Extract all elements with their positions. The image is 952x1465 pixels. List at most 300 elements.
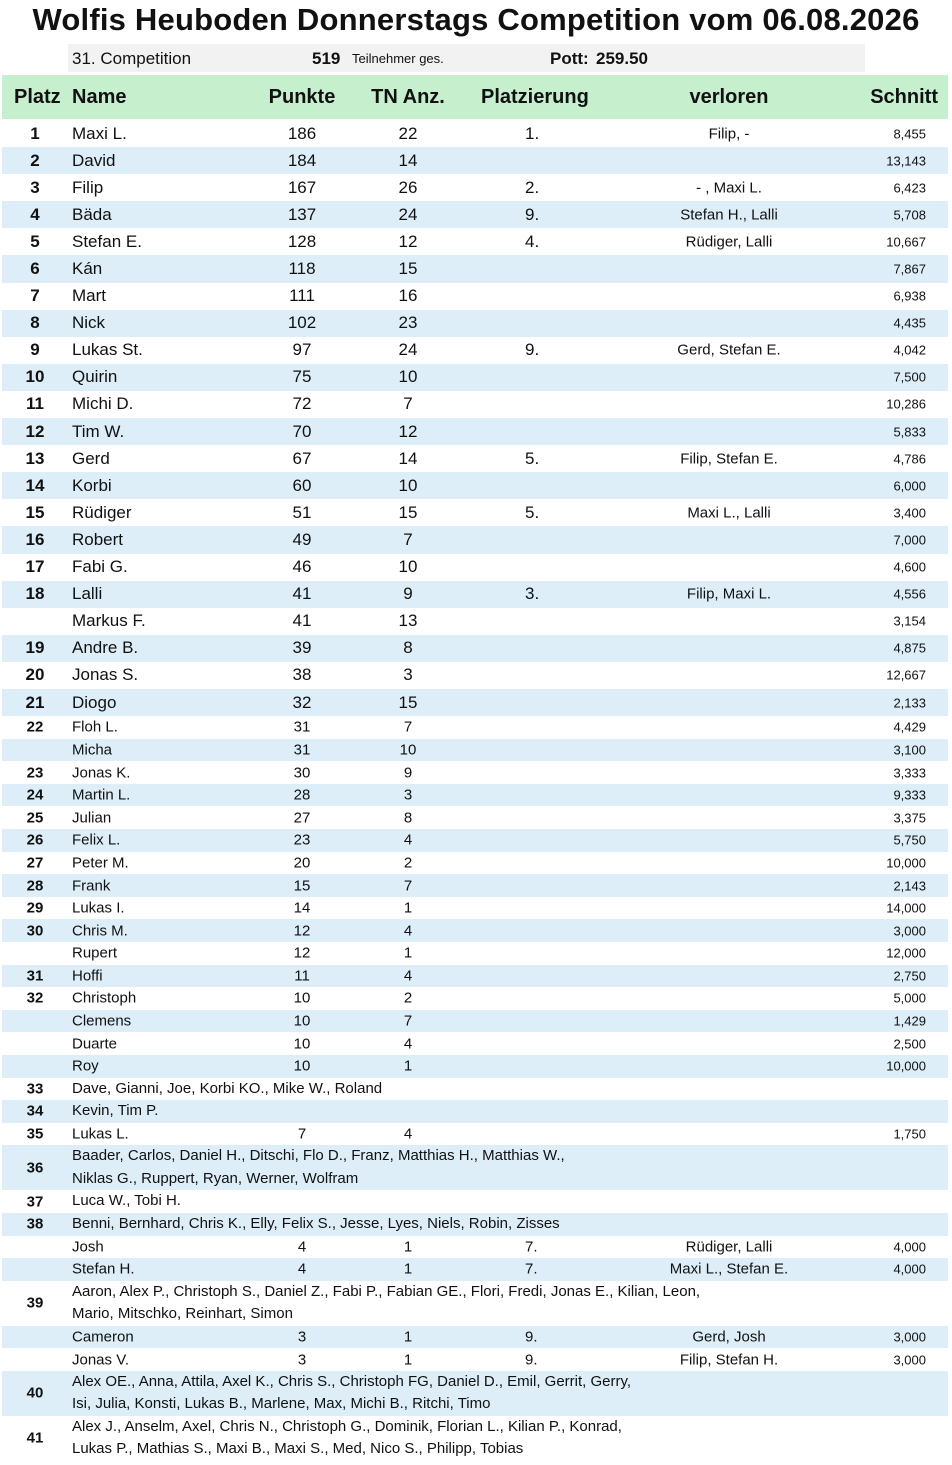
names-line: Dave, Gianni, Joe, Korbi KO., Mike W., Roland (72, 1079, 383, 1097)
cell-name: Christoph (72, 989, 137, 1007)
cell-platz: 7 (30, 286, 40, 306)
pot-value: 259.50 (596, 49, 648, 68)
results-table-body (2, 120, 948, 1461)
cell-tn-anz: 7 (403, 718, 413, 736)
cell-punkte: 70 (292, 421, 312, 441)
cell-platzierung: 9. (525, 204, 540, 224)
cell-names (72, 1416, 932, 1461)
table-row (2, 364, 948, 391)
table-row (2, 1032, 948, 1055)
cell-platz: 19 (25, 638, 45, 658)
table-row (2, 1326, 948, 1349)
cell-name: Robert (72, 529, 124, 549)
header-platz: Platz (14, 86, 61, 108)
table-row (2, 919, 948, 942)
table-row (2, 608, 948, 635)
cell-verloren: Gerd, Stefan E. (677, 341, 781, 359)
table-row (2, 761, 948, 784)
cell-name: Jonas K. (72, 764, 131, 782)
cell-verloren: Maxi L., Lalli (687, 504, 771, 522)
cell-tn-anz: 4 (403, 831, 413, 849)
cell-punkte: 14 (293, 899, 311, 917)
cell-name: Stefan E. (72, 231, 142, 251)
cell-punkte: 30 (293, 764, 311, 782)
cell-schnitt: 4,875 (893, 640, 926, 656)
cell-name: Chris M. (72, 922, 128, 940)
cell-name: Hoffi (72, 967, 103, 985)
cell-name: Andre B. (72, 638, 139, 658)
cell-name: Julian (72, 809, 112, 827)
names-line: Mario, Mitschko, Reinhart, Simon (72, 1305, 293, 1323)
cell-tn-anz: 10 (398, 475, 418, 495)
table-row (2, 1348, 948, 1371)
cell-tn-anz: 14 (398, 448, 418, 468)
cell-platz: 8 (30, 313, 40, 333)
cell-names (72, 1100, 932, 1123)
cell-name: Filip (72, 177, 104, 197)
cell-tn-anz: 24 (398, 340, 418, 360)
cell-platz: 10 (25, 367, 45, 387)
participants-label: Teilnehmer ges. (352, 51, 444, 66)
header-tn-anz: TN Anz. (371, 86, 445, 108)
table-row (2, 120, 948, 147)
table-row (2, 965, 948, 988)
cell-name: Jonas S. (72, 665, 139, 685)
table-header (2, 75, 948, 119)
cell-schnitt: 6,938 (893, 288, 926, 304)
cell-schnitt: 3,333 (893, 765, 926, 781)
cell-punkte: 118 (288, 259, 316, 279)
header-name: Name (72, 86, 127, 108)
cell-tn-anz: 9 (403, 584, 413, 604)
table-row (2, 1416, 948, 1461)
cell-punkte: 10 (293, 1035, 311, 1053)
cell-schnitt: 4,429 (893, 719, 926, 735)
header-punkte: Punkte (268, 86, 336, 108)
cell-name: Rupert (72, 944, 118, 962)
cell-name: Markus F. (72, 611, 146, 631)
table-row (2, 472, 948, 499)
cell-tn-anz: 16 (398, 286, 418, 306)
cell-platz: 32 (26, 989, 44, 1007)
cell-tn-anz: 4 (403, 1035, 413, 1053)
cell-name: Bäda (72, 204, 112, 224)
participants-count: 519 (312, 49, 341, 68)
cell-verloren: - , Maxi L. (696, 179, 762, 197)
cell-tn-anz: 7 (403, 877, 413, 895)
cell-platz: 14 (25, 475, 45, 495)
cell-name: Fabi G. (72, 557, 128, 577)
cell-verloren: Gerd, Josh (692, 1328, 766, 1346)
cell-verloren: Filip, Stefan E. (680, 450, 778, 468)
cell-platz: 25 (26, 809, 44, 827)
names-line: Alex OE., Anna, Attila, Axel K., Chris S., Christoph FG, Daniel D., Emil, Gerrit, Gerry, (72, 1372, 632, 1390)
cell-tn-anz: 1 (403, 1238, 413, 1256)
cell-name: Nick (72, 313, 106, 333)
cell-punkte: 75 (292, 367, 312, 387)
cell-punkte: 23 (293, 831, 311, 849)
cell-tn-anz: 4 (403, 922, 413, 940)
cell-schnitt: 4,600 (893, 559, 926, 575)
cell-platz: 31 (26, 967, 44, 985)
cell-schnitt: 6,000 (893, 478, 926, 494)
names-line: Aaron, Alex P., Christoph S., Daniel Z., Fabi P., Fabian GE., Flori, Fredi, Jonas E., Kilian, Leon, (72, 1282, 701, 1300)
cell-platzierung: 7. (525, 1238, 538, 1256)
cell-platz: 24 (26, 786, 44, 804)
table-row (2, 554, 948, 581)
cell-punkte: 67 (292, 448, 312, 468)
cell-schnitt: 12,667 (886, 667, 926, 683)
cell-tn-anz: 9 (403, 764, 413, 782)
cell-punkte: 12 (293, 922, 311, 940)
cell-tn-anz: 8 (403, 809, 413, 827)
cell-punkte: 72 (292, 394, 312, 414)
cell-name: David (72, 150, 116, 170)
cell-platz: 28 (26, 877, 44, 895)
cell-names (72, 1281, 932, 1326)
cell-platz: 4 (30, 204, 40, 224)
cell-tn-anz: 4 (403, 967, 413, 985)
cell-punkte: 39 (292, 638, 312, 658)
cell-punkte: 10 (293, 989, 311, 1007)
cell-platzierung: 9. (525, 1328, 538, 1346)
cell-platz: 3 (30, 177, 40, 197)
cell-name: Mart (72, 286, 106, 306)
cell-punkte: 137 (287, 204, 317, 224)
header-platzierung: Platzierung (481, 86, 589, 108)
table-row (2, 852, 948, 875)
table-row (2, 1371, 948, 1416)
cell-name: Kán (72, 259, 103, 279)
cell-schnitt: 4,435 (893, 315, 926, 331)
cell-names (72, 1213, 932, 1236)
cell-platz: 1 (30, 123, 40, 143)
cell-name: Diogo (72, 692, 117, 712)
names-line: Niklas G., Ruppert, Ryan, Werner, Wolfram (72, 1169, 359, 1187)
cell-schnitt: 10,000 (886, 1058, 926, 1074)
cell-name: Floh L. (72, 718, 118, 736)
cell-platz: 29 (26, 899, 44, 917)
cell-platzierung: 4. (525, 231, 540, 251)
cell-tn-anz: 1 (403, 1328, 413, 1346)
cell-platz: 11 (26, 394, 44, 414)
cell-verloren: Filip, Stefan H. (679, 1351, 779, 1369)
cell-punkte: 51 (292, 502, 312, 522)
table-row (2, 897, 948, 920)
cell-schnitt: 10,286 (886, 396, 926, 412)
cell-schnitt: 3,000 (893, 1352, 926, 1368)
cell-tn-anz: 1 (403, 1351, 413, 1369)
cell-schnitt: 12,000 (886, 945, 926, 961)
cell-schnitt: 4,000 (893, 1239, 926, 1255)
cell-schnitt: 2,133 (893, 695, 926, 711)
cell-name: Lalli (72, 584, 103, 604)
table-row (2, 1213, 948, 1236)
cell-platz: 39 (26, 1294, 44, 1312)
cell-name: Lukas L. (72, 1125, 129, 1143)
cell-punkte: 167 (287, 177, 317, 197)
table-row (2, 581, 948, 608)
cell-name: Duarte (72, 1035, 118, 1053)
cell-punkte: 41 (292, 584, 312, 604)
cell-punkte: 111 (289, 286, 315, 306)
cell-schnitt: 13,143 (886, 153, 926, 169)
cell-tn-anz: 24 (398, 204, 418, 224)
cell-schnitt: 3,400 (893, 505, 926, 521)
cell-platzierung: 7. (525, 1260, 538, 1278)
table-row (2, 1123, 948, 1146)
cell-name: Micha (72, 741, 113, 759)
cell-punkte: 4 (297, 1260, 307, 1278)
cell-platz: 41 (26, 1429, 44, 1447)
names-line: Isi, Julia, Konsti, Lukas B., Marlene, Max, Michi B., Ritchi, Timo (72, 1395, 491, 1413)
names-line: Baader, Carlos, Daniel H., Ditschi, Flo D., Franz, Matthias H., Matthias W., (72, 1147, 565, 1165)
table-row (2, 829, 948, 852)
cell-schnitt: 7,867 (893, 261, 926, 277)
cell-tn-anz: 2 (403, 854, 413, 872)
cell-schnitt: 3,000 (893, 1329, 926, 1345)
cell-punkte: 10 (293, 1057, 311, 1075)
cell-tn-anz: 8 (403, 638, 413, 658)
cell-platzierung: 2. (525, 177, 540, 197)
cell-schnitt: 1,429 (893, 1013, 926, 1029)
cell-schnitt: 8,455 (893, 126, 926, 142)
cell-punkte: 20 (293, 854, 311, 872)
cell-tn-anz: 7 (403, 394, 413, 414)
cell-name: Martin L. (72, 786, 131, 804)
cell-platzierung: 5. (525, 502, 540, 522)
cell-punkte: 10 (293, 1012, 311, 1030)
cell-punkte: 184 (287, 150, 317, 170)
cell-punkte: 97 (292, 340, 312, 360)
cell-platz: 6 (30, 259, 40, 279)
table-row (2, 1190, 948, 1213)
cell-name: Tim W. (72, 421, 125, 441)
cell-verloren: Stefan H., Lalli (680, 206, 778, 224)
cell-schnitt: 14,000 (886, 900, 926, 916)
cell-tn-anz: 23 (398, 313, 418, 333)
cell-name: Michi D. (72, 394, 134, 414)
cell-schnitt: 4,000 (893, 1261, 926, 1277)
table-row (2, 689, 948, 716)
cell-name: Lukas St. (72, 340, 143, 360)
cell-tn-anz: 1 (403, 899, 413, 917)
header-schnitt: Schnitt (870, 86, 938, 108)
cell-schnitt: 5,000 (893, 990, 926, 1006)
cell-platz: 13 (25, 448, 45, 468)
cell-tn-anz: 3 (403, 665, 413, 685)
cell-punkte: 27 (293, 809, 311, 827)
cell-name: Stefan H. (72, 1260, 135, 1278)
cell-names (72, 1078, 932, 1101)
cell-punkte: 102 (287, 313, 317, 333)
cell-tn-anz: 12 (398, 231, 418, 251)
cell-schnitt: 10,000 (886, 855, 926, 871)
table-row (2, 418, 948, 445)
names-line: Benni, Bernhard, Chris K., Elly, Felix S., Jesse, Lyes, Niels, Robin, Zisses (72, 1214, 560, 1232)
cell-tn-anz: 22 (398, 123, 418, 143)
cell-punkte: 11 (294, 967, 310, 985)
table-row (2, 1236, 948, 1259)
cell-schnitt: 2,750 (893, 968, 926, 984)
cell-name: Felix L. (72, 831, 121, 849)
cell-punkte: 7 (297, 1125, 307, 1143)
cell-platz: 34 (26, 1102, 44, 1120)
cell-punkte: 32 (292, 692, 312, 712)
cell-punkte: 15 (293, 877, 311, 895)
cell-tn-anz: 1 (403, 1057, 413, 1075)
cell-punkte: 49 (292, 529, 312, 549)
cell-names (72, 1371, 932, 1416)
table-row (2, 228, 948, 255)
cell-platz: 18 (25, 584, 45, 604)
cell-platz: 36 (26, 1159, 44, 1177)
cell-schnitt: 2,143 (893, 878, 926, 894)
table-row (2, 391, 948, 418)
cell-schnitt: 3,375 (893, 810, 926, 826)
cell-platz: 27 (26, 854, 44, 872)
cell-schnitt: 3,154 (893, 613, 926, 629)
cell-schnitt: 4,556 (893, 586, 926, 602)
cell-tn-anz: 1 (403, 944, 413, 962)
table-row (2, 739, 948, 762)
cell-name: Lukas I. (72, 899, 125, 917)
table-row (2, 147, 948, 174)
cell-tn-anz: 3 (403, 786, 413, 804)
cell-tn-anz: 13 (398, 611, 418, 631)
cell-name: Maxi L. (72, 123, 127, 143)
cell-tn-anz: 2 (403, 989, 413, 1007)
cell-tn-anz: 26 (398, 177, 418, 197)
table-row (2, 662, 948, 689)
cell-schnitt: 4,786 (893, 451, 926, 467)
table-row (2, 174, 948, 201)
cell-platz: 23 (26, 764, 44, 782)
cell-platz: 15 (25, 502, 45, 522)
cell-platz: 33 (26, 1080, 44, 1098)
cell-tn-anz: 12 (398, 421, 418, 441)
cell-platz: 12 (25, 421, 45, 441)
competition-number: 31. Competition (72, 49, 192, 68)
cell-punkte: 31 (293, 741, 311, 759)
cell-schnitt: 10,667 (886, 234, 926, 250)
cell-name: Josh (72, 1238, 104, 1256)
table-row (2, 1010, 948, 1033)
cell-verloren: Maxi L., Stefan E. (669, 1260, 789, 1278)
table-row (2, 635, 948, 662)
cell-punkte: 60 (292, 475, 312, 495)
names-line: Lukas P., Mathias S., Maxi B., Maxi S., Med, Nico S., Philipp, Tobias (72, 1440, 524, 1458)
cell-name: Korbi (72, 475, 112, 495)
table-row (2, 201, 948, 228)
cell-verloren: Filip, - (708, 125, 750, 143)
names-line: Alex J., Anselm, Axel, Chris N., Christoph G., Dominik, Florian L., Kilian P., Konrad, (72, 1417, 622, 1435)
cell-punkte: 12 (293, 944, 311, 962)
cell-name: Clemens (72, 1012, 132, 1030)
cell-schnitt: 5,708 (893, 207, 926, 223)
cell-tn-anz: 10 (398, 367, 418, 387)
table-row (2, 310, 948, 337)
cell-punkte: 4 (297, 1238, 307, 1256)
table-row (2, 526, 948, 553)
table-row (2, 499, 948, 526)
cell-verloren: Filip, Maxi L. (686, 585, 772, 603)
cell-schnitt: 7,000 (893, 532, 926, 548)
cell-name: Roy (72, 1057, 99, 1075)
cell-platz: 5 (30, 231, 40, 251)
cell-name: Cameron (72, 1328, 134, 1346)
cell-punkte: 186 (287, 123, 317, 143)
table-row (2, 1100, 948, 1123)
cell-platz: 2 (30, 150, 40, 170)
cell-punkte: 46 (292, 557, 312, 577)
cell-punkte: 3 (297, 1351, 307, 1369)
competition-info-bar (68, 44, 865, 72)
page-title: Wolfis Heuboden Donnerstags Competition vom 06.08.2026 (32, 2, 920, 37)
cell-tn-anz: 15 (398, 692, 418, 712)
cell-platz: 30 (26, 922, 44, 940)
cell-name: Peter M. (72, 854, 129, 872)
cell-schnitt: 1,750 (893, 1126, 926, 1142)
table-row (2, 874, 948, 897)
cell-schnitt: 7,500 (893, 369, 926, 385)
cell-tn-anz: 15 (398, 502, 418, 522)
table-row (2, 1258, 948, 1281)
cell-schnitt: 5,750 (893, 832, 926, 848)
table-row (2, 784, 948, 807)
cell-platz: 38 (26, 1215, 44, 1233)
table-row (2, 1145, 948, 1190)
cell-schnitt: 9,333 (893, 787, 926, 803)
table-row (2, 445, 948, 472)
table-row (2, 255, 948, 282)
cell-platzierung: 1. (525, 123, 540, 143)
cell-name: Gerd (72, 448, 110, 468)
cell-platzierung: 5. (525, 448, 540, 468)
table-row (2, 1078, 948, 1101)
table-row (2, 716, 948, 739)
table-row (2, 1055, 948, 1078)
cell-punkte: 41 (292, 611, 312, 631)
cell-schnitt: 4,042 (893, 342, 926, 358)
cell-schnitt: 6,423 (893, 180, 926, 196)
cell-platz: 22 (26, 718, 44, 736)
names-line: Luca W., Tobi H. (72, 1192, 181, 1210)
cell-schnitt: 3,100 (893, 742, 926, 758)
cell-platz: 9 (30, 340, 40, 360)
cell-punkte: 28 (293, 786, 311, 804)
cell-platz: 21 (25, 692, 45, 712)
cell-platzierung: 9. (525, 340, 540, 360)
table-row (2, 806, 948, 829)
cell-schnitt: 5,833 (893, 424, 926, 440)
cell-punkte: 128 (287, 231, 317, 251)
cell-tn-anz: 15 (398, 259, 418, 279)
cell-names (72, 1145, 932, 1190)
table-row (2, 337, 948, 364)
cell-tn-anz: 14 (398, 150, 418, 170)
cell-platzierung: 9. (525, 1351, 538, 1369)
header-verloren: verloren (689, 86, 769, 108)
cell-tn-anz: 7 (403, 529, 413, 549)
cell-names (72, 1190, 932, 1213)
cell-tn-anz: 10 (398, 557, 418, 577)
cell-platzierung: 3. (525, 584, 540, 604)
cell-platz: 26 (26, 831, 44, 849)
cell-verloren: Rüdiger, Lalli (685, 233, 773, 251)
table-row (2, 942, 948, 965)
cell-punkte: 31 (293, 718, 311, 736)
